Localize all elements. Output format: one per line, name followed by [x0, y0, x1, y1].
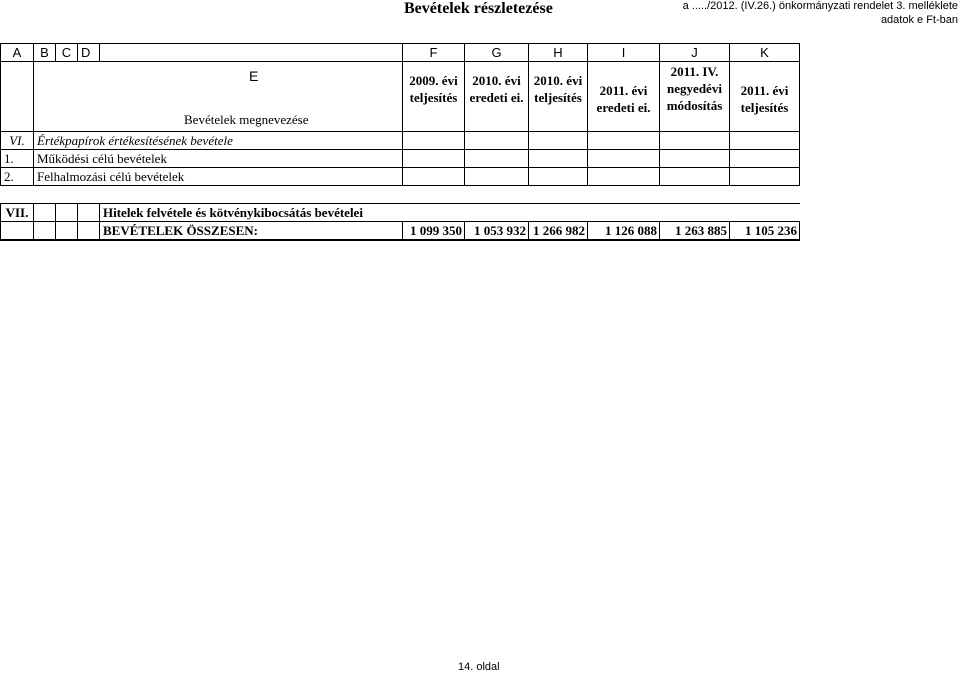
total-g: 1 053 932: [465, 222, 529, 241]
header-i-line1: 2011. évi: [599, 83, 648, 98]
cell-h: [529, 168, 588, 186]
header-f-line2: teljesítés: [409, 90, 458, 105]
header-blank-a: [1, 62, 34, 132]
cell-g: [465, 168, 529, 186]
cell-g: [465, 150, 529, 168]
col-letter-a: A: [1, 44, 34, 62]
cell-i: [588, 168, 660, 186]
cell-b: [34, 204, 56, 222]
col-letter-h: H: [529, 44, 588, 62]
cell-k: [730, 132, 800, 150]
header-f: [403, 62, 465, 132]
header-j-line2: negyedévi: [667, 81, 722, 96]
header-g: [465, 62, 529, 132]
row-label: Hitelek felvétele és kötvénykibocsátás bevételei: [100, 204, 800, 222]
col-letter-g: G: [465, 44, 529, 62]
col-letter-k: K: [730, 44, 800, 62]
table-row: [1, 168, 800, 186]
total-h: 1 266 982: [529, 222, 588, 241]
cell-a: [1, 222, 34, 241]
cell-i: [588, 132, 660, 150]
header-name-label: Bevételek megnevezése: [184, 112, 309, 127]
row-label: Felhalmozási célú bevételek: [34, 168, 403, 186]
column-header-row: [1, 62, 800, 132]
total-i: 1 126 088: [588, 222, 660, 241]
header-k-line2: teljesítés: [740, 100, 789, 115]
cell-j: [660, 168, 730, 186]
header-h-line1: 2010. évi: [533, 73, 583, 88]
header-e-label: E: [249, 68, 259, 84]
col-letter-d: D: [78, 44, 100, 62]
col-letter-e-blank: [100, 44, 403, 62]
header-i: [588, 62, 660, 132]
col-letter-c: C: [56, 44, 78, 62]
header-f-line1: 2009. évi: [409, 73, 458, 88]
row-code: 1.: [1, 150, 34, 168]
cell-c: [56, 222, 78, 241]
col-letter-j: J: [660, 44, 730, 62]
cell-d: [78, 222, 100, 241]
cell-c: [56, 204, 78, 222]
table-row: [1, 204, 800, 222]
header-h: [529, 62, 588, 132]
cell-f: [403, 132, 465, 150]
row-label: Értékpapírok értékesítésének bevétele: [34, 132, 403, 150]
header-j-line1: 2011. IV.: [670, 64, 719, 79]
cell-j: [660, 132, 730, 150]
header-name-cell: [34, 62, 403, 132]
cell-b: [34, 222, 56, 241]
total-f: 1 099 350: [403, 222, 465, 241]
header-g-line2: eredeti ei.: [469, 90, 524, 105]
table-row: [1, 132, 800, 150]
column-letter-row: [1, 44, 800, 62]
col-letter-i: I: [588, 44, 660, 62]
total-k: 1 105 236: [730, 222, 800, 241]
header-j: [660, 62, 730, 132]
total-j: 1 263 885: [660, 222, 730, 241]
row-label: Működési célú bevételek: [34, 150, 403, 168]
header-j-line3: módosítás: [666, 98, 723, 113]
header-h-line2: teljesítés: [534, 90, 582, 105]
cell-k: [730, 150, 800, 168]
row-code: VI.: [1, 132, 34, 150]
revenue-table: [0, 43, 800, 241]
page-number: 14. oldal: [458, 661, 500, 673]
header-k-line1: 2011. évi: [740, 83, 789, 98]
spacer-cell: [1, 186, 800, 204]
row-code: VII.: [1, 204, 34, 222]
col-letter-f: F: [403, 44, 465, 62]
header-k: [730, 62, 800, 132]
cell-h: [529, 132, 588, 150]
decree-reference: a ...../2012. (IV.26.) önkormányzati rendelet 3. melléklete: [682, 0, 958, 12]
unit-note: adatok e Ft-ban: [880, 14, 958, 26]
col-letter-b: B: [34, 44, 56, 62]
cell-j: [660, 150, 730, 168]
cell-g: [465, 132, 529, 150]
cell-f: [403, 168, 465, 186]
row-code: 2.: [1, 168, 34, 186]
total-label: BEVÉTELEK ÖSSZESEN:: [100, 222, 403, 241]
page-title: Bevételek részletezése: [404, 0, 553, 17]
cell-i: [588, 150, 660, 168]
table-row: [1, 150, 800, 168]
cell-h: [529, 150, 588, 168]
cell-d: [78, 204, 100, 222]
total-row: [1, 222, 800, 241]
cell-k: [730, 168, 800, 186]
header-g-line1: 2010. évi: [472, 73, 521, 88]
spacer-row: [1, 186, 800, 204]
cell-f: [403, 150, 465, 168]
header-i-line2: eredeti ei.: [596, 100, 651, 115]
